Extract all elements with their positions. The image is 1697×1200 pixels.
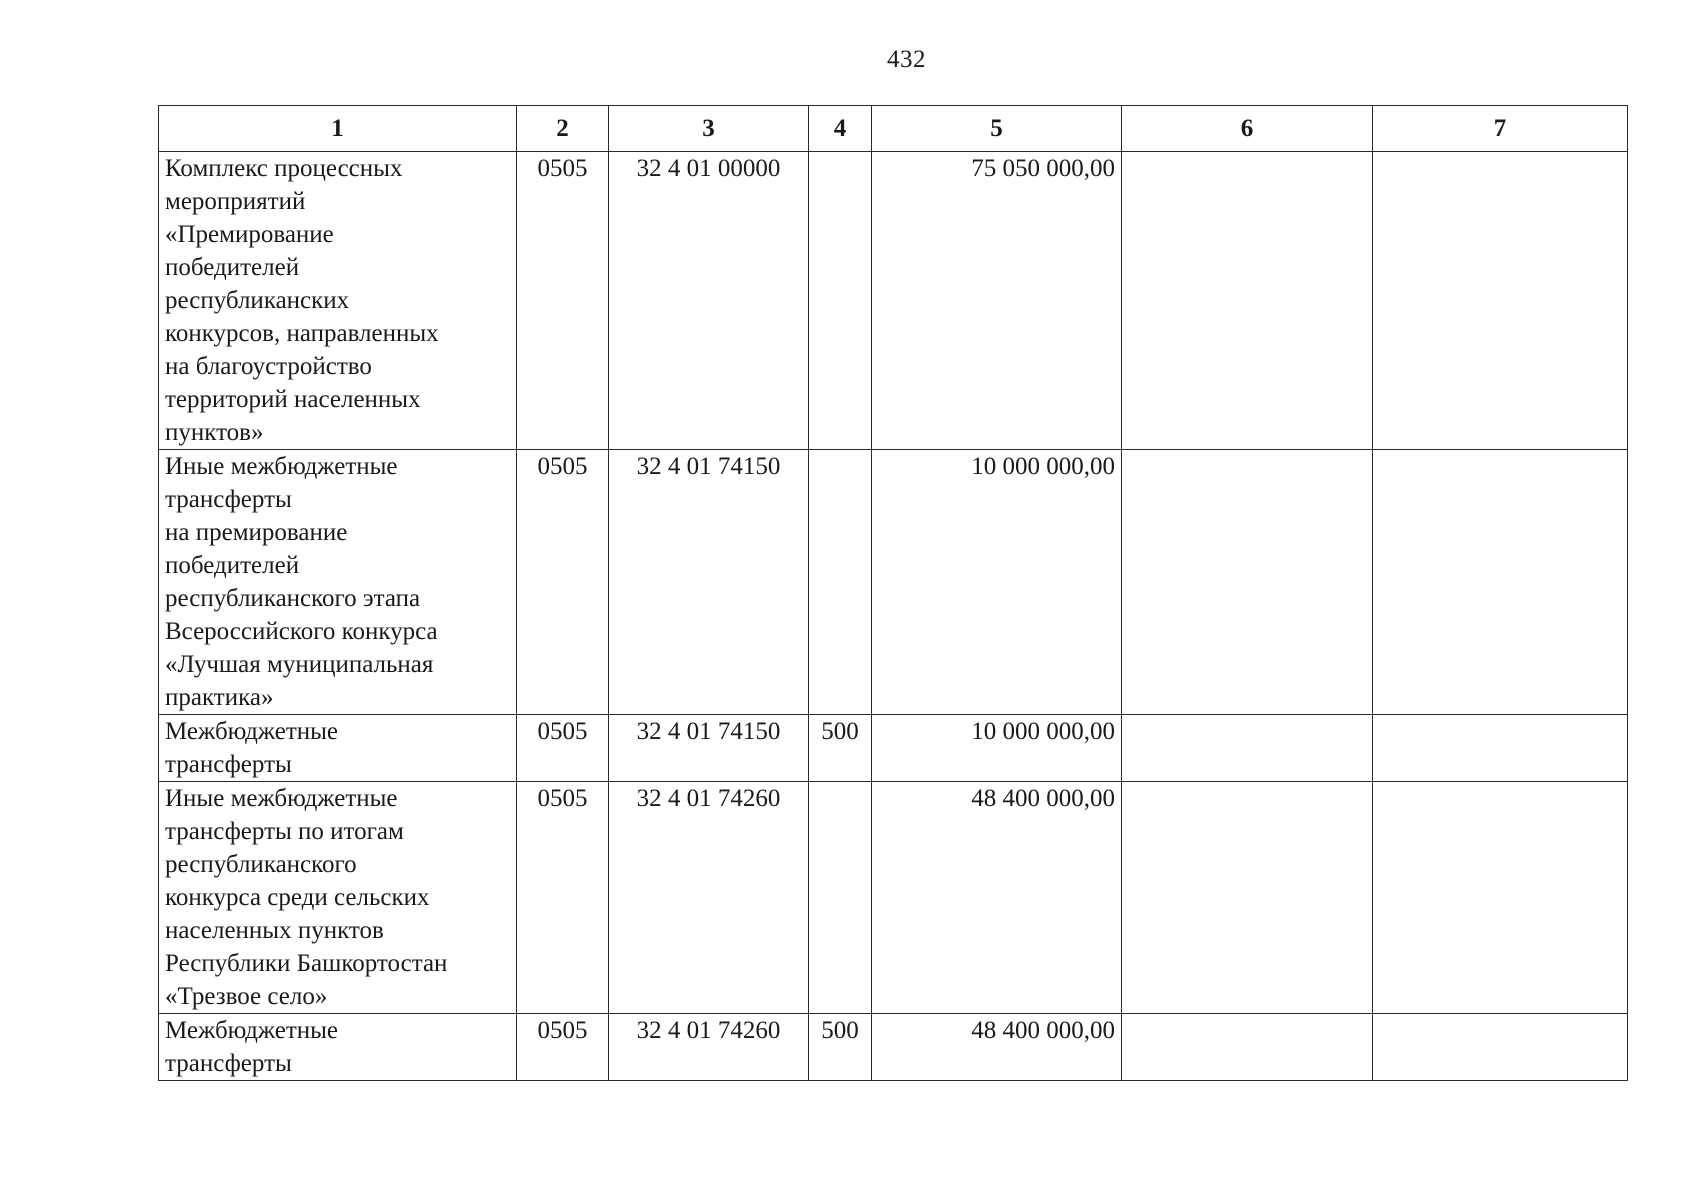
row-expense-type	[809, 152, 872, 450]
row-col6	[1122, 1014, 1373, 1081]
table-row	[159, 782, 1628, 1014]
row-expense-type: 500	[809, 715, 872, 782]
row-section: 0505	[517, 450, 609, 715]
row-name	[159, 715, 517, 782]
row-col6	[1122, 450, 1373, 715]
header-col-7: 7	[1373, 106, 1628, 152]
row-name	[159, 450, 517, 715]
row-col7	[1373, 715, 1628, 782]
page-number: 432	[887, 46, 926, 73]
row-name	[159, 152, 517, 450]
row-name	[159, 1014, 517, 1081]
row-name-text: Иные межбюджетные трансферты на премирование победителей республиканского этапа Всероссийского конкурса «Лучшая муниципальная практика»	[165, 453, 438, 711]
row-col6	[1122, 782, 1373, 1014]
row-section: 0505	[517, 715, 609, 782]
row-section: 0505	[517, 1014, 609, 1081]
row-col7	[1373, 152, 1628, 450]
row-target: 32 4 01 74150	[609, 450, 809, 715]
row-section: 0505	[517, 782, 609, 1014]
header-row	[159, 106, 1628, 152]
row-section: 0505	[517, 152, 609, 450]
row-col6	[1122, 715, 1373, 782]
table-row	[159, 152, 1628, 450]
row-name-text: Комплекс процессных мероприятий «Премирование победителей республиканских конкурсов, направленных на благоустройство территорий населенных пунктов»	[165, 155, 439, 446]
row-amount: 10 000 000,00	[872, 450, 1122, 715]
header-col-5: 5	[872, 106, 1122, 152]
row-col7	[1373, 1014, 1628, 1081]
row-target: 32 4 01 74260	[609, 1014, 809, 1081]
header-col-1: 1	[159, 106, 517, 152]
row-target: 32 4 01 74150	[609, 715, 809, 782]
row-name-text: Межбюджетные трансферты	[165, 1017, 339, 1077]
budget-table	[158, 105, 1628, 1081]
row-col7	[1373, 782, 1628, 1014]
row-name-text: Иные межбюджетные трансферты по итогам республиканского конкурса среди сельских населенных пунктов Республики Башкортостан «Трезвое село»	[165, 785, 448, 1010]
row-name-text: Межбюджетные трансферты	[165, 718, 339, 778]
header-col-6: 6	[1122, 106, 1373, 152]
row-amount: 10 000 000,00	[872, 715, 1122, 782]
row-target: 32 4 01 00000	[609, 152, 809, 450]
row-expense-type: 500	[809, 1014, 872, 1081]
row-col7	[1373, 450, 1628, 715]
row-name	[159, 782, 517, 1014]
table-row	[159, 715, 1628, 782]
row-target: 32 4 01 74260	[609, 782, 809, 1014]
table-row	[159, 450, 1628, 715]
row-amount: 75 050 000,00	[872, 152, 1122, 450]
row-col6	[1122, 152, 1373, 450]
row-amount: 48 400 000,00	[872, 782, 1122, 1014]
row-expense-type	[809, 450, 872, 715]
table-row	[159, 1014, 1628, 1081]
row-amount: 48 400 000,00	[872, 1014, 1122, 1081]
row-expense-type	[809, 782, 872, 1014]
header-col-2: 2	[517, 106, 609, 152]
header-col-3: 3	[609, 106, 809, 152]
header-col-4: 4	[809, 106, 872, 152]
